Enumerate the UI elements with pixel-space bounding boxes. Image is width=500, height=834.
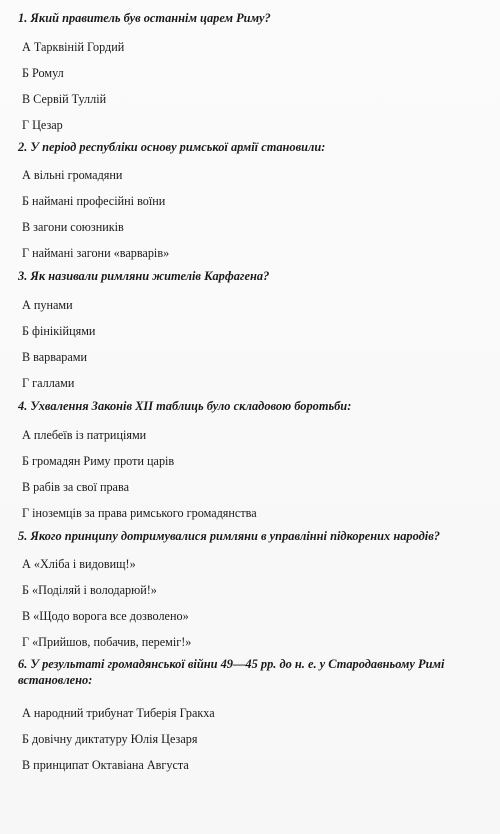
answer-6-c: В принципат Октавіана Августа: [22, 758, 189, 772]
answer-5-c: В «Щодо ворога все дозволено»: [22, 609, 189, 623]
answer-4-a: А плебеїв із патриціями: [22, 428, 147, 442]
answer-5-d: Г «Прийшов, побачив, переміг!»: [22, 635, 192, 649]
answer-2-b: Б наймані професійні воїни: [22, 194, 166, 208]
answer-6-a: А народний трибунат Тиберія Гракха: [22, 706, 215, 720]
answer-2-a: А вільні громадяни: [22, 168, 123, 182]
question-1: 1. Який правитель був останнім царем Риму?: [18, 11, 271, 25]
question-5: 5. Якого принципу дотримувалися римляни в управлінні підкорених народів?: [18, 529, 440, 543]
question-4: 4. Ухвалення Законів XII таблиць було складовою боротьби:: [18, 399, 352, 413]
answer-4-b: Б громадян Риму проти царів: [22, 454, 175, 468]
answer-2-c: В загони союзників: [22, 220, 124, 234]
answer-1-a: А Тарквіній Гордий: [22, 40, 125, 54]
question-6: 6. У результаті громадянської війни 49—45 рр. до н. е. у Стародавньому Римі встановлено:: [18, 657, 445, 687]
answer-1-c: В Сервій Туллій: [22, 92, 107, 106]
answer-3-c: В варварами: [22, 350, 88, 364]
question-2: 2. У період республіки основу римської армії становили:: [18, 140, 326, 154]
answer-1-d: Г Цезар: [22, 118, 63, 132]
question-3: 3. Як називали римляни жителів Карфагена?: [18, 269, 270, 283]
answer-3-a: А пунами: [22, 298, 73, 312]
answer-3-b: Б фінікійцями: [22, 324, 96, 338]
answer-2-d: Г наймані загони «варварів»: [22, 246, 170, 260]
answer-6-b: Б довічну диктатуру Юлія Цезаря: [22, 732, 198, 746]
answer-5-b: Б «Поділяй і володарюй!»: [22, 583, 157, 597]
answer-3-d: Г галлами: [22, 376, 75, 390]
answer-1-b: Б Ромул: [22, 66, 64, 80]
answer-5-a: А «Хліба і видовищ!»: [22, 557, 136, 571]
answer-4-d: Г іноземців за права римського громадянства: [22, 506, 257, 520]
answer-4-c: В рабів за свої права: [22, 480, 129, 494]
